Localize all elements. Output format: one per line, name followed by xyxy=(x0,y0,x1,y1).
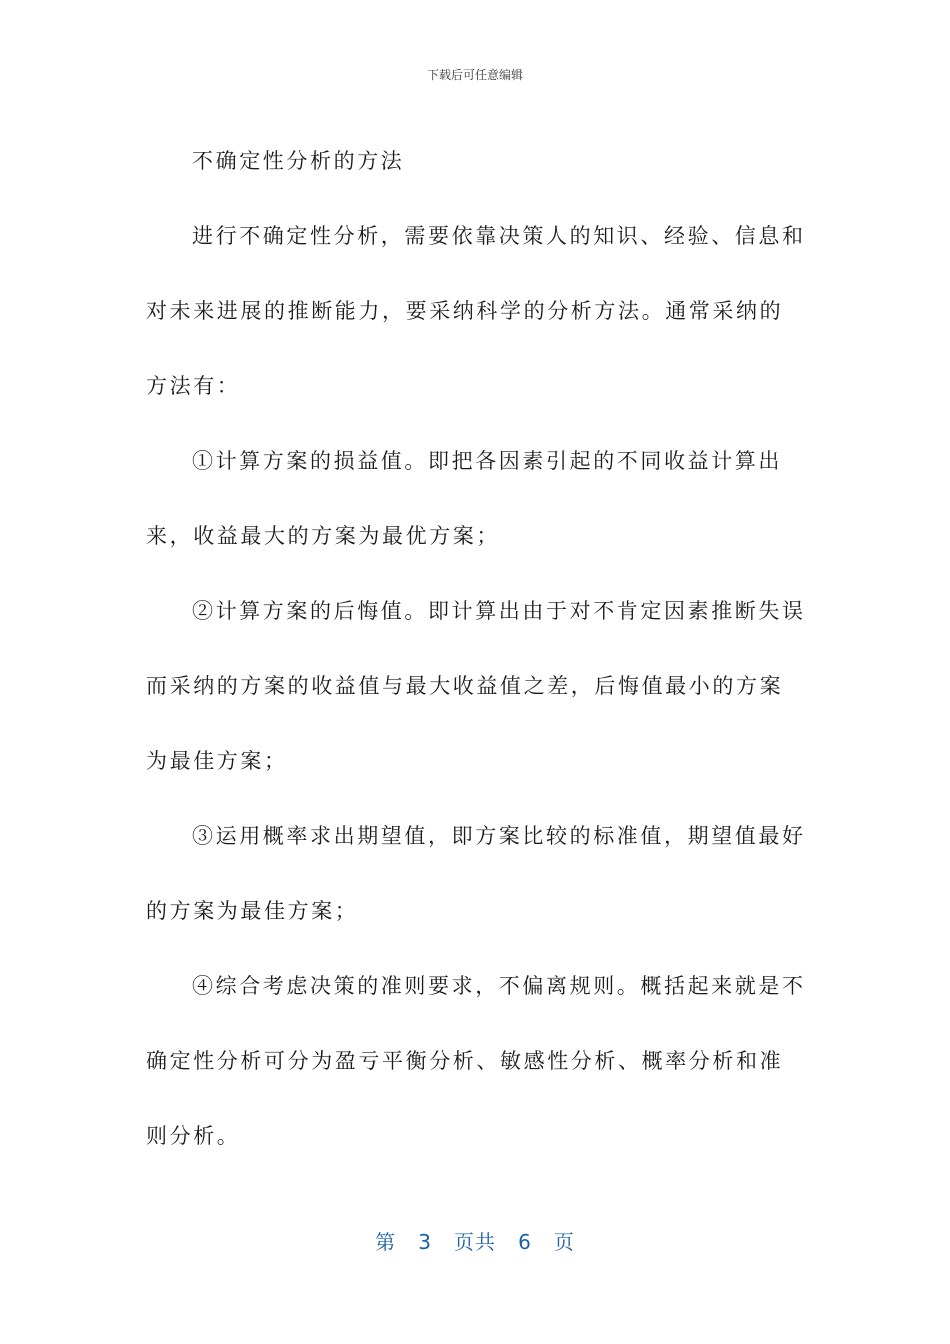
page-header: 下载后可任意编辑 xyxy=(426,68,523,82)
current-page-number: 3 xyxy=(418,1230,432,1254)
paragraph: 进行不确定性分析，需要依靠决策人的知识、经验、信息和对未来进展的推断能力，要采纳科学的分析方法。通常采纳的方法有： xyxy=(146,224,806,398)
document-body xyxy=(146,124,806,1174)
paragraph: ③运用概率求出期望值，即方案比较的标准值，期望值最好的方案为最佳方案； xyxy=(146,824,806,923)
document-title: 不确定性分析的方法 xyxy=(192,149,405,173)
page-label-prefix: 第 xyxy=(375,1230,397,1254)
page-footer xyxy=(0,1226,950,1255)
paragraph: ④综合考虑决策的准则要求，不偏离规则。概括起来就是不确定性分析可分为盈亏平衡分析、敏感性分析、概率分析和准则分析。 xyxy=(146,974,806,1148)
paragraph: ①计算方案的损益值。即把各因素引起的不同收益计算出来，收益最大的方案为最优方案； xyxy=(146,449,782,548)
paragraph: ②计算方案的后悔值。即计算出由于对不肯定因素推断失误而采纳的方案的收益值与最大收益值之差，后悔值最小的方案为最佳方案； xyxy=(146,599,806,773)
page-label-suffix: 页 xyxy=(553,1230,575,1254)
total-pages-number: 6 xyxy=(518,1230,532,1254)
page-label-middle: 页共 xyxy=(454,1230,496,1254)
